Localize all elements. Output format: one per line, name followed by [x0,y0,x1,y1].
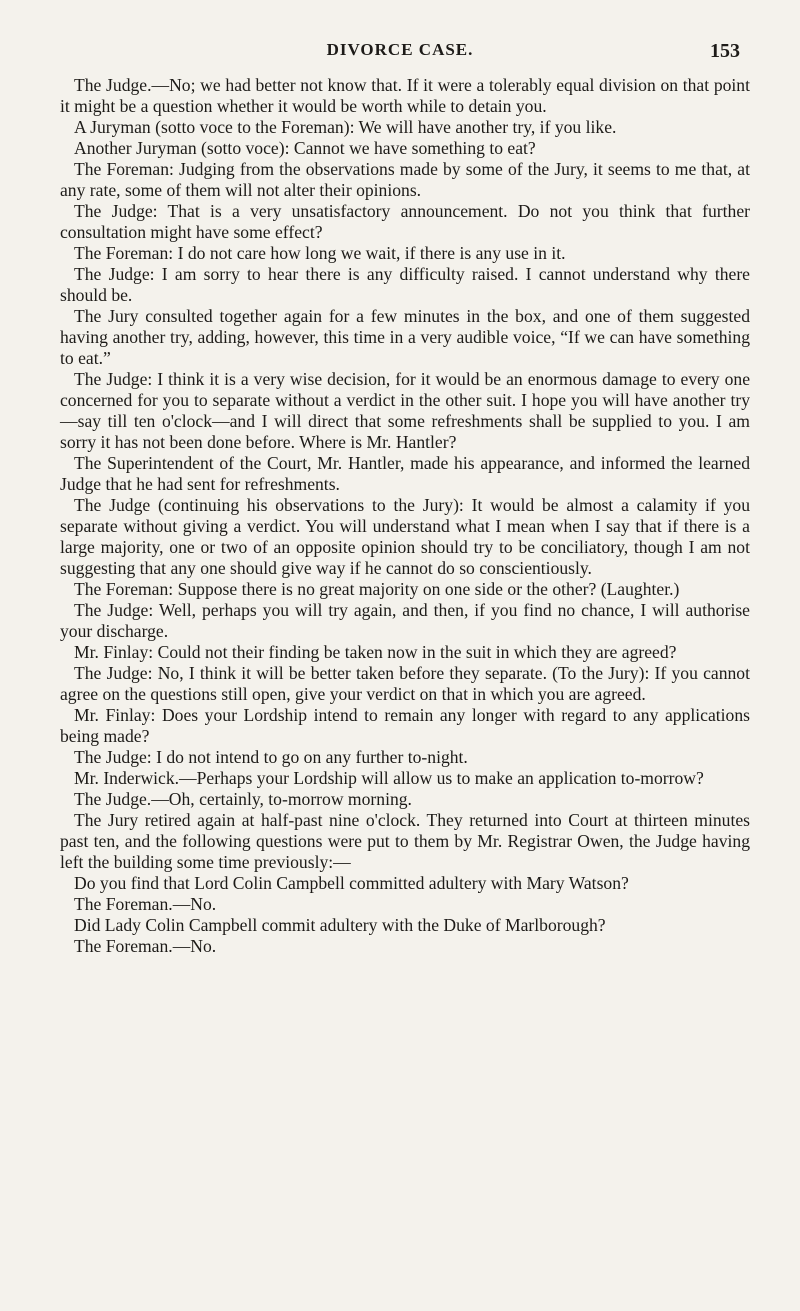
page-number: 153 [710,40,740,62]
paragraph: The Foreman.—No. [74,936,217,956]
paragraph: The Jury retired again at half-past nine o'clock. They returned into Court at thirteen minutes past ten, and the following questions were put to them by Mr. Registrar Owen, the Judge having left the building some time previously:— [60,810,750,872]
paragraph: The Judge: I think it is a very wise decision, for it would be an enormous damage to every one concerned for you to separate without a verdict in the other suit. I hope you will have another try—say till ten o'clock—and I will direct that some refreshments shall be supplied to you. I am sorry it has not been done before. Where is Mr. Hantler? [60,369,750,452]
paragraph: Mr. Finlay: Does your Lordship intend to remain any longer with regard to any applications being made? [60,705,750,746]
paragraph: The Judge (continuing his observations to the Jury): It would be almost a calamity if you separate without giving a verdict. You will understand what I mean when I say that if there is a large majority, one or two of an opposite opinion should try to be conciliatory, though I am not suggesting that any one should give way if he cannot do so conscientiously. [60,495,750,578]
paragraph: The Judge.—No; we had better not know that. If it were a tolerably equal division on that point it might be a question whether it would be worth while to detain you. [60,75,750,116]
running-head-title: DIVORCE CASE. [326,40,474,59]
paragraph: The Foreman.—No. [74,894,217,914]
paragraph: The Judge: Well, perhaps you will try again, and then, if you find no chance, I will authorise your discharge. [60,600,750,641]
paragraph: Another Juryman (sotto voce): Cannot we have something to eat? [74,138,536,158]
paragraph: Did Lady Colin Campbell commit adultery with the Duke of Marlborough? [74,915,606,935]
paragraph: The Foreman: Judging from the observations made by some of the Jury, it seems to me that, at any rate, some of them will not alter their opinions. [60,159,750,200]
paragraph: A Juryman (sotto voce to the Foreman): We will have another try, if you like. [74,117,617,137]
paragraph: Mr. Inderwick.—Perhaps your Lordship will allow us to make an application to-morrow? [74,768,704,788]
paragraph: The Superintendent of the Court, Mr. Hantler, made his appearance, and informed the learned Judge that he had sent for refreshments. [60,453,750,494]
paragraph: Mr. Finlay: Could not their finding be taken now in the suit in which they are agreed? [74,642,677,662]
paragraph: The Judge: No, I think it will be better taken before they separate. (To the Jury): If you cannot agree on the questions still open, give your verdict on that in which you are agreed. [60,663,750,704]
paragraph: The Judge: I do not intend to go on any further to-night. [74,747,468,767]
body-text [60,75,750,957]
paragraph: The Judge: I am sorry to hear there is any difficulty raised. I cannot understand why there should be. [60,264,750,305]
paragraph: The Foreman: I do not care how long we wait, if there is any use in it. [74,243,566,263]
paragraph: Do you find that Lord Colin Campbell committed adultery with Mary Watson? [74,873,629,893]
paragraph: The Judge: That is a very unsatisfactory announcement. Do not you think that further consultation might have some effect? [60,201,750,242]
running-head [60,40,740,64]
paragraph: The Jury consulted together again for a few minutes in the box, and one of them suggested having another try, adding, however, this time in a very audible voice, “If we can have something to eat.” [60,306,750,368]
paragraph: The Judge.—Oh, certainly, to-morrow morning. [74,789,412,809]
paragraph: The Foreman: Suppose there is no great majority on one side or the other? (Laughter.) [74,579,680,599]
